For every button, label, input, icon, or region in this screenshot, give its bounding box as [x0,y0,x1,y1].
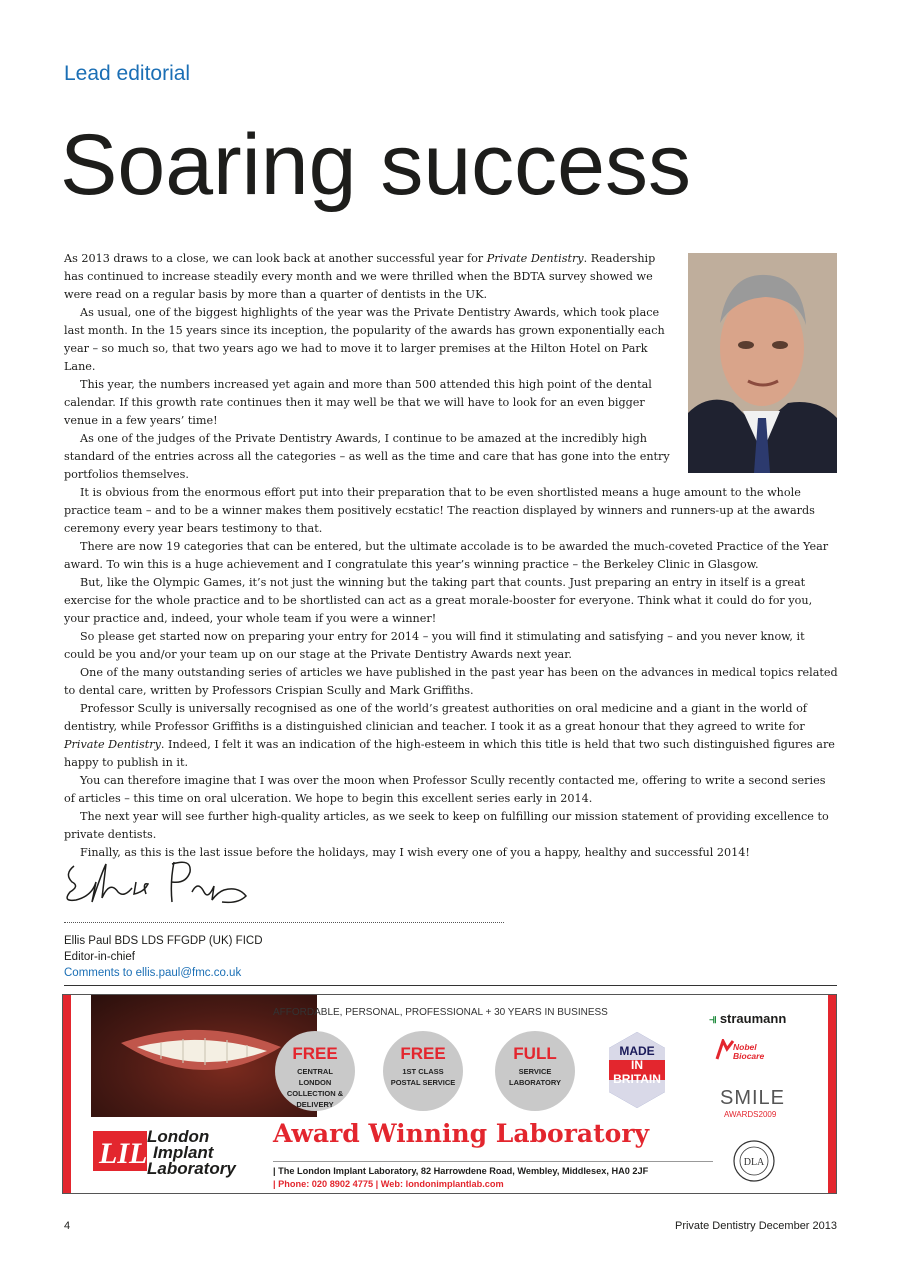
paragraph: So please get started now on preparing your entry for 2014 – you will find it stimulating and satisfying – and you never know, it could be you and/or your team up on our stage at the Private Dentistry Awards next year. [64,630,805,661]
straumann-icon: ⫣ [709,1011,717,1026]
paragraph: You can therefore imagine that I was over the moon when Professor Scully recently contacted me, offering to write a second series of articles – this time on oral ulceration. We hope to begin this excellent series early in 2014. [64,774,826,805]
author-role: Editor-in-chief [64,951,135,963]
london-implant-lab-logo [91,1129,151,1173]
paragraph: It is obvious from the enormous effort put into their preparation that to be even shortlisted means a huge amount to the whole practice team – and to be a winner makes them positively ecstatic! The reaction displayed by winners and runners-up at the awards ceremony every year bears testimony to that. [64,486,815,535]
badge-free-postal: FREE 1ST CLASS POSTAL SERVICE [383,1031,463,1111]
byline [64,933,263,981]
article-body [64,250,839,862]
dla-seal-icon [732,1139,776,1183]
headline: Soaring success [60,117,691,213]
badge-free-collection: FREE CENTRAL LONDON COLLECTION & DELIVERY [275,1031,355,1111]
paragraph: As usual, one of the biggest highlights of the year was the Private Dentistry Awards, which took place last month. In the 15 years since its inception, the popularity of the awards has grown exponentially each year – so much so, that two years ago we had to move it to larger premises at the Hilton Hotel on Park Lane. [64,306,665,373]
paragraph: As 2013 draws to a close, we can look back at another successful year for Private Dentistry. Readership has continued to increase steadily every month and we were thrilled when the BDTA survey showed we were read on a regular basis by more than a quarter of dentists in the UK. [64,252,656,301]
signature [62,852,252,914]
badge-full-service: FULL SERVICE LABORATORY [495,1031,575,1111]
publication-footer: Private Dentistry December 2013 [674,1220,837,1232]
ad-address: | The London Implant Laboratory, 82 Harrowdene Road, Wembley, Middlesex, HA0 2JF | Phone: 020 8902 4775 | Web: londonimplantlab.com [273,1161,713,1191]
paragraph: There are now 19 categories that can be entered, but the ultimate accolade is to be awarded the much-coveted Practice of the Year award. To win this is a huge achievement and I congratulate this year’s winning practice – the Berkeley Clinic in Glasgow. [64,540,829,571]
smile-awards-year: AWARDS2009 [724,1110,777,1119]
advertisement[interactable] [62,994,837,1194]
divider [64,985,837,986]
comments-email-link[interactable]: Comments to ellis.paul@fmc.co.uk [64,967,242,979]
paragraph: One of the many outstanding series of articles we have published in the past year has been on the advances in medical topics related to dental care, written by Professors Crispian Scully and Mark Griffiths. [64,666,838,697]
ad-contact[interactable]: | Phone: 020 8902 4775 | Web: londonimplantlab.com [273,1179,504,1189]
paragraph: As one of the judges of the Private Dentistry Awards, I continue to be amazed at the incredibly high standard of the entries across all the categories – as well as the time and care that has gone into the entry portfolios themselves. [64,432,670,481]
paragraph: The next year will see further high-quality articles, as we seek to keep on fulfilling our mission statement of providing excellence to private dentists. [64,810,829,841]
ad-border-right [828,995,836,1193]
ad-tagline: AFFORDABLE, PERSONAL, PROFESSIONAL + 30 YEARS IN BUSINESS [273,1007,608,1018]
ad-title: Award Winning Laboratory [273,1119,650,1148]
section-label: Lead editorial [64,62,191,85]
author-name: Ellis Paul BDS LDS FFGDP (UK) FICD [64,935,263,947]
paragraph: Professor Scully is universally recognised as one of the world’s greatest authorities on oral medicine and a giant in the world of dentistry, while Professor Griffiths is a distinguished clinician and teacher. I took it as a great honour that they agreed to write for Private Dentistry. Indeed, I felt it was an indication of the high-esteem in which this title is held that two such distinguished figures are happy to publish in it. [64,702,835,769]
nobel-biocare-logo: Nobel Biocare [717,1043,764,1061]
divider [64,922,504,923]
made-in-britain-badge: MADE IN BRITAIN [605,1030,669,1110]
paragraph: But, like the Olympic Games, it’s not just the winning but the taking part that counts. Just preparing an entry in itself is a great exercise for the whole practice and to be shortlisted can act as a great morale-booster for everyone. Think what it could do for you, your practice and, indeed, your whole team if you were a winner! [64,576,813,625]
svg-text:DLA: DLA [743,1157,765,1168]
london-implant-lab-wordmark: London Implant Laboratory [147,1127,236,1178]
paragraph: This year, the numbers increased yet again and more than 500 attended this high point of the dental calendar. If this growth rate continues then it may well be that we will have to look for an even bigger venue in a few years’ time! [64,378,652,427]
straumann-logo: ⫣ straumann [709,1011,787,1026]
smile-awards-logo: SMILE [720,1087,786,1109]
paragraph: Finally, as this is the last issue before the holidays, may I wish every one of you a happy, healthy and successful 2014! [80,846,750,859]
page-number: 4 [64,1220,71,1232]
svg-text:LIL: LIL [99,1137,148,1170]
ad-border-left [63,995,71,1193]
